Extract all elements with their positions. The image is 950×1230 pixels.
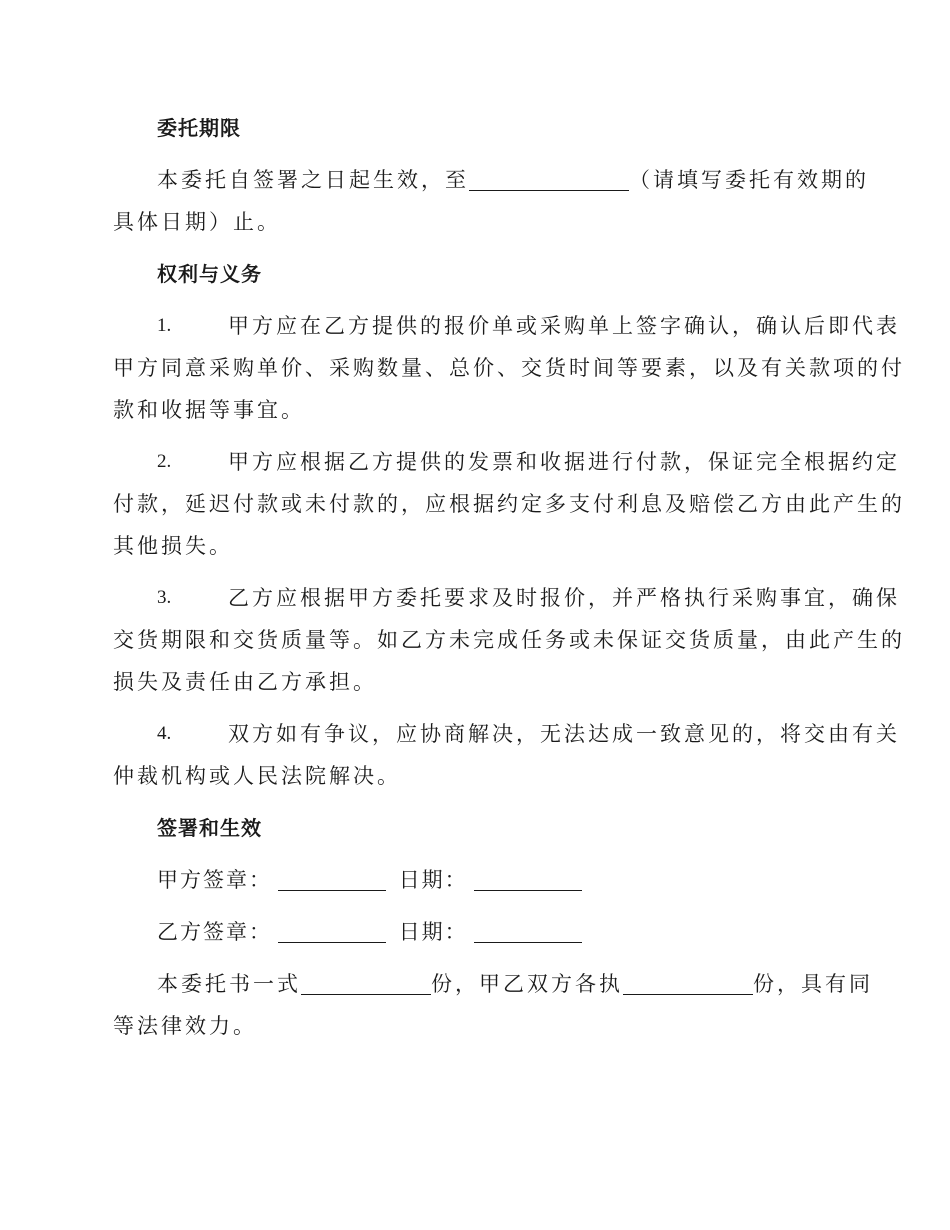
section-heading-rights: 权利与义务 <box>157 262 262 286</box>
copies-text-pre: 本委托书一式 <box>157 972 301 996</box>
item-number-2: 2. <box>157 451 172 472</box>
party-b-date-blank[interactable] <box>474 922 582 943</box>
party-b-signature-row <box>157 920 582 944</box>
each-party-copies-blank[interactable] <box>623 974 753 995</box>
party-a-signature-blank[interactable] <box>278 870 386 891</box>
item-2-line-3: 其他损失。 <box>113 534 233 558</box>
term-paragraph-line-2: 具体日期）止。 <box>113 210 281 234</box>
party-b-signature-blank[interactable] <box>278 922 386 943</box>
term-date-blank[interactable] <box>469 170 629 191</box>
item-4-line-2: 仲裁机构或人民法院解决。 <box>113 764 401 788</box>
party-b-label: 乙方签章： <box>157 920 272 944</box>
item-4-line-1: 双方如有争议，应协商解决，无法达成一致意见的，将交由有关 <box>228 722 900 746</box>
item-number-1: 1. <box>157 315 172 336</box>
item-3-line-2: 交货期限和交货质量等。如乙方未完成任务或未保证交货质量，由此产生的 <box>113 628 905 652</box>
copies-paragraph-line-1 <box>157 972 873 996</box>
item-3-line-1: 乙方应根据甲方委托要求及时报价，并严格执行采购事宜，确保 <box>228 586 900 610</box>
section-heading-term: 委托期限 <box>157 116 241 140</box>
item-1-line-1: 甲方应在乙方提供的报价单或采购单上签字确认，确认后即代表 <box>228 314 900 338</box>
copies-text-mid: 份，甲乙双方各执 <box>431 972 623 996</box>
party-a-label: 甲方签章： <box>157 868 272 892</box>
item-2-line-1: 甲方应根据乙方提供的发票和收据进行付款，保证完全根据约定 <box>228 450 900 474</box>
item-2-line-2: 付款，延迟付款或未付款的，应根据约定多支付利息及赔偿乙方由此产生的 <box>113 492 905 516</box>
term-text-post: （请填写委托有效期的 <box>629 168 869 192</box>
item-3-line-3: 损失及责任由乙方承担。 <box>113 670 377 694</box>
party-b-date-label: 日期： <box>398 920 468 944</box>
copies-paragraph-line-2: 等法律效力。 <box>113 1014 257 1038</box>
copies-text-post: 份，具有同 <box>753 972 873 996</box>
section-heading-signing: 签署和生效 <box>157 816 262 840</box>
total-copies-blank[interactable] <box>301 974 431 995</box>
term-text-pre: 本委托自签署之日起生效，至 <box>157 168 469 192</box>
party-a-signature-row <box>157 868 582 892</box>
term-paragraph-line-1 <box>157 168 869 192</box>
item-number-3: 3. <box>157 587 172 608</box>
party-a-date-blank[interactable] <box>474 870 582 891</box>
item-number-4: 4. <box>157 723 172 744</box>
item-1-line-3: 款和收据等事宜。 <box>113 398 305 422</box>
item-1-line-2: 甲方同意采购单价、采购数量、总价、交货时间等要素，以及有关款项的付 <box>113 356 905 380</box>
party-a-date-label: 日期： <box>398 868 468 892</box>
